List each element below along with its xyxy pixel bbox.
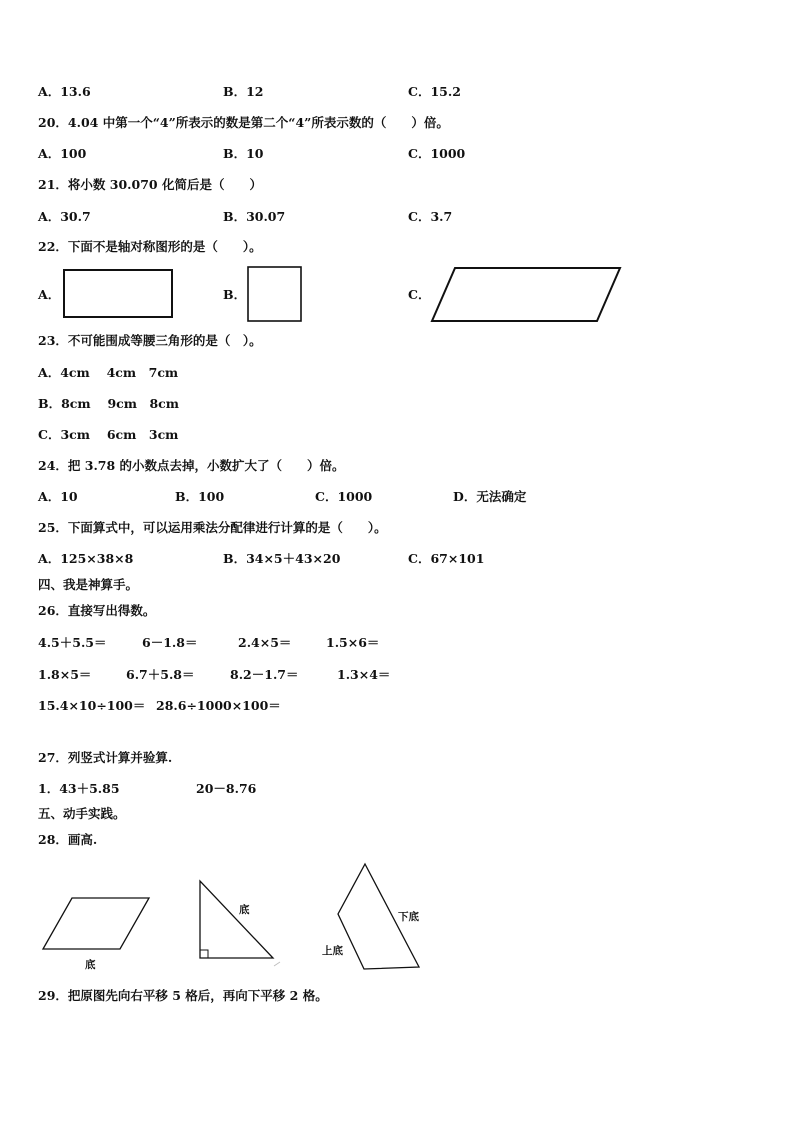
q23-option-a: A．4cm 4cm 7cm — [38, 365, 179, 380]
q22-option-c: C． — [408, 287, 431, 302]
q19-option-c: C．15.2 — [408, 84, 461, 99]
q26-r1-c1: 4.5＋5.5＝ — [38, 635, 107, 650]
q21-text: 21．将小数 30.070 化简后是（ ） — [38, 177, 262, 192]
q26-r1-c2: 6－1.8＝ — [142, 635, 198, 650]
q21-option-a: A．30.7 — [38, 209, 91, 224]
q29-text: 29．把原图先向右平移 5 格后，再向下平移 2 格。 — [38, 988, 328, 1003]
q23-option-c: C．3cm 6cm 3cm — [38, 427, 179, 442]
q26-r2-c1: 1.8×5＝ — [38, 667, 92, 682]
q27-text: 27．列竖式计算并验算. — [38, 750, 173, 765]
q28-triangle-base-label: 底 — [239, 904, 250, 916]
q22-option-a: A． — [38, 287, 61, 302]
q23-text: 23．不可能围成等腰三角形的是（ ）。 — [38, 333, 262, 348]
q22-figures — [0, 0, 794, 340]
q28-parallelogram-base-label: 底 — [85, 959, 96, 971]
q26-r2-c4: 1.3×4＝ — [337, 667, 391, 682]
q26-r2-c3: 8.2－1.7＝ — [230, 667, 299, 682]
q27-item-1: 1．43＋5.85 — [38, 781, 120, 796]
q25-option-b: B．34×5＋43×20 — [223, 551, 341, 566]
q28-trapezoid-bottom-label: 下底 — [398, 911, 419, 923]
q28-parallelogram-shape — [43, 898, 149, 949]
q20-option-a: A．100 — [38, 146, 87, 161]
q28-triangle-shape — [200, 881, 273, 958]
q20-text: 20．4.04 中第一个“4”所表示的数是第二个“4”所表示数的（ ）倍。 — [38, 115, 449, 130]
q27-item-2: 20－8.76 — [196, 781, 257, 796]
q22-text: 22．下面不是轴对称图形的是（ ）。 — [38, 239, 262, 254]
q26-text: 26．直接写出得数。 — [38, 603, 156, 618]
q25-option-a: A．125×38×8 — [38, 551, 134, 566]
q24-option-c: C．1000 — [315, 489, 373, 504]
q20-option-c: C．1000 — [408, 146, 466, 161]
q26-r1-c3: 2.4×5＝ — [238, 635, 292, 650]
q26-r3-c1: 15.4×10÷100＝ — [38, 698, 146, 713]
q19-option-a: A．13.6 — [38, 84, 91, 99]
q28-figures — [0, 850, 794, 985]
q25-option-c: C．67×101 — [408, 551, 485, 566]
q21-option-c: C．3.7 — [408, 209, 453, 224]
section-4-title: 四、我是神算手。 — [38, 577, 139, 592]
q25-text: 25．下面算式中，可以运用乘法分配律进行计算的是（ ）。 — [38, 520, 387, 535]
square-shape — [248, 267, 301, 321]
q26-r3-c2: 28.6÷1000×100＝ — [156, 698, 281, 713]
q24-option-d: D．无法确定 — [453, 489, 527, 504]
q21-option-b: B．30.07 — [223, 209, 286, 224]
q26-r1-c4: 1.5×6＝ — [326, 635, 380, 650]
parallelogram-shape — [432, 268, 620, 321]
q23-option-b: B．8cm 9cm 8cm — [38, 396, 180, 411]
stray-mark — [274, 962, 280, 966]
q24-option-b: B．100 — [175, 489, 225, 504]
q20-option-b: B．10 — [223, 146, 264, 161]
rectangle-shape — [64, 270, 172, 317]
q28-trapezoid-top-label: 上底 — [322, 945, 343, 957]
q24-text: 24．把 3.78 的小数点去掉，小数扩大了（ ）倍。 — [38, 458, 345, 473]
q22-option-b: B． — [223, 287, 247, 302]
section-5-title: 五、动手实践。 — [38, 806, 126, 821]
q28-text: 28．画高. — [38, 832, 98, 847]
right-angle-mark — [200, 950, 208, 958]
q24-option-a: A．10 — [38, 489, 78, 504]
q19-option-b: B．12 — [223, 84, 264, 99]
q26-r2-c2: 6.7＋5.8＝ — [126, 667, 195, 682]
